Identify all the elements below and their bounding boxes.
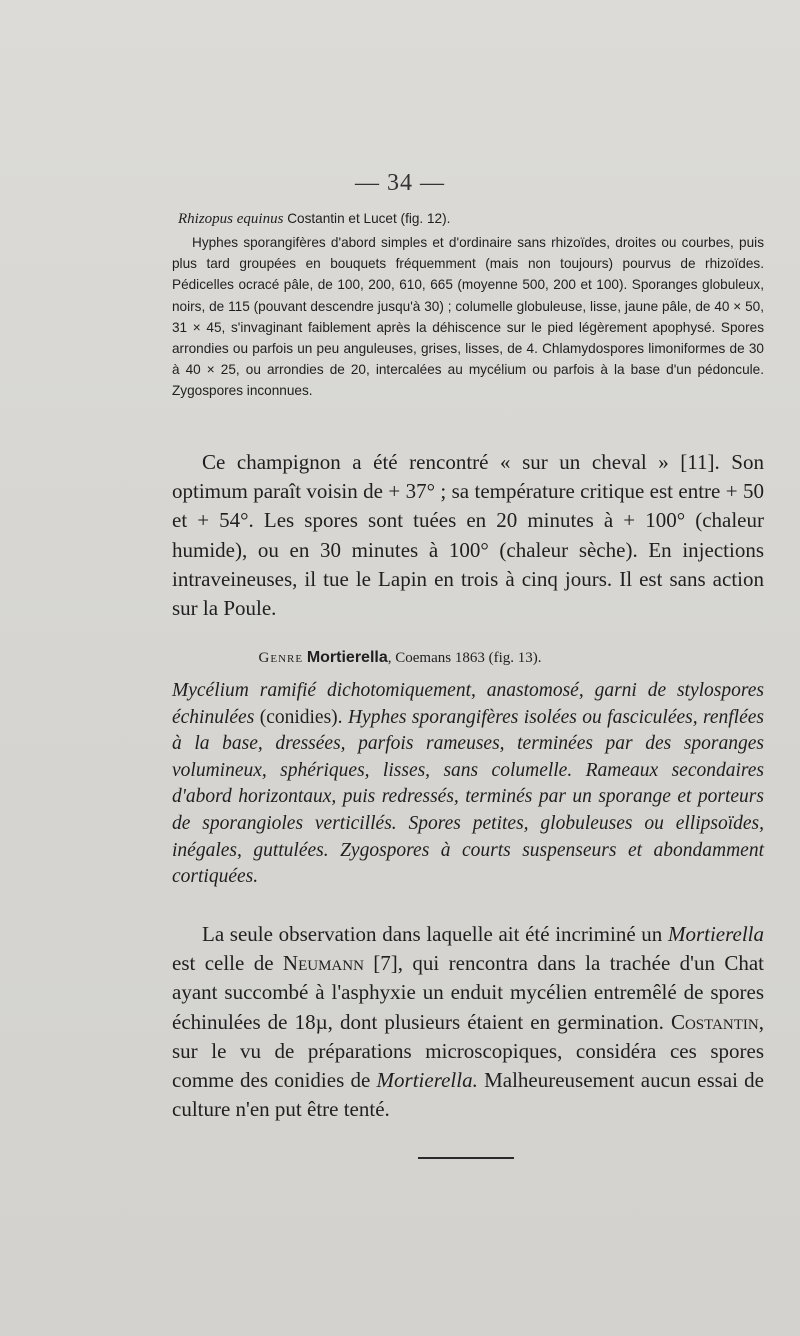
species-authors: Costantin et Lucet (fig. 12). xyxy=(283,211,451,226)
page-number: — 34 — xyxy=(355,170,445,196)
paragraph-ecology xyxy=(172,448,764,623)
genus-diagnosis xyxy=(172,678,764,891)
species-heading xyxy=(178,208,738,230)
diagnosis-part1: Mycélium ramifié dichotomiquement, anastomosé, garni de stylospores échinulées xyxy=(172,680,764,728)
genus-prefix: Genre xyxy=(258,650,304,666)
species-description-text: Hyphes sporangifères d'abord simples et d'ordinaire sans rhizoïdes, droites ou courbes, puis plus tard groupées en bouquets fréquemment (mais non toujours) pourvus de rhizoïdes. Pédicelles ocracé pâle, de 100, 200, 610, 665 (moyenne 500, 200 et 100). Sporanges globuleux, noirs, de 115 (pouvant descendre jusqu'à 30) ; columelle globuleuse, lisse, jaune pâle, de 40 × 50, 31 × 45, s'invaginant faiblement après la déhiscence sur le pied légèrement apophysé. Spores arrondies ou parfois un peu anguleuses, grises, lisses, de 4. Chlamydospores limoniformes de 30 à 40 × 25, ou arrondies de 20, intercalées au mycélium ou parfois à la base d'un pédoncule. Zygospores inconnues. xyxy=(172,235,764,399)
author-neumann: Neumann xyxy=(282,951,364,976)
paragraph-observation-text xyxy=(172,920,764,1124)
genus-name: Mortierella xyxy=(306,649,388,666)
observation-text-1: La seule observation dans laquelle ait été incriminé un xyxy=(202,922,668,946)
paragraph-observation xyxy=(172,920,764,1124)
observation-genus-1: Mortierella xyxy=(667,922,764,946)
end-rule xyxy=(418,1157,514,1159)
observation-genus-2: Mortierella. xyxy=(376,1068,478,1093)
genus-diagnosis-text xyxy=(172,678,764,891)
diagnosis-part3: Hyphes sporangifères isolées ou fasciculées, renflées à la base, dressées, parfois rameuses, terminées par des sporanges volumineux, sphériques, lisses, sans columelle. Rameaux secondaires d'abord horizontaux, puis redressés, terminés par un sporange et porteurs de sporangioles verticillés. Spores petites, globuleuses ou ellipsoïdes, inégales, guttulées. Zygospores à courts suspenseurs et abondamment cortiquées. xyxy=(172,706,764,888)
observation-text-3: [7], qui rencontra dans la trachée d'un Chat ayant succombé à l'asphyxie un enduit mycélien entremêlé de spores échinulées de 18µ, dont plusieurs étaient en germination. xyxy=(172,951,765,1034)
observation-text-2: est celle de xyxy=(172,951,283,976)
diagnosis-part2: (conidies). xyxy=(259,706,343,728)
observation-text-4: , sur le vu de préparations microscopiques, considéra ces spores comme des conidies de xyxy=(172,1009,764,1093)
species-description xyxy=(172,232,764,402)
genus-heading xyxy=(0,649,800,667)
observation-text-5: Malheureusement aucun essai de culture n'en put être tenté. xyxy=(172,1068,765,1122)
author-costantin: Costantin xyxy=(670,1009,759,1034)
genus-authority: , Coemans 1863 (fig. 13). xyxy=(387,650,542,666)
species-name: Rhizopus equinus xyxy=(178,211,284,227)
paragraph-ecology-text: Ce champignon a été rencontré « sur un cheval » [11]. Son optimum paraît voisin de + 37° ; sa température critique est entre + 50 et + 54°. Les spores sont tuées en 20 minutes à + 100° (chaleur humide), ou en 30 minutes à 100° (chaleur sèche). En injections intraveineuses, il tue le Lapin en trois à cinq jours. Il est sans action sur la Poule. xyxy=(172,450,764,621)
